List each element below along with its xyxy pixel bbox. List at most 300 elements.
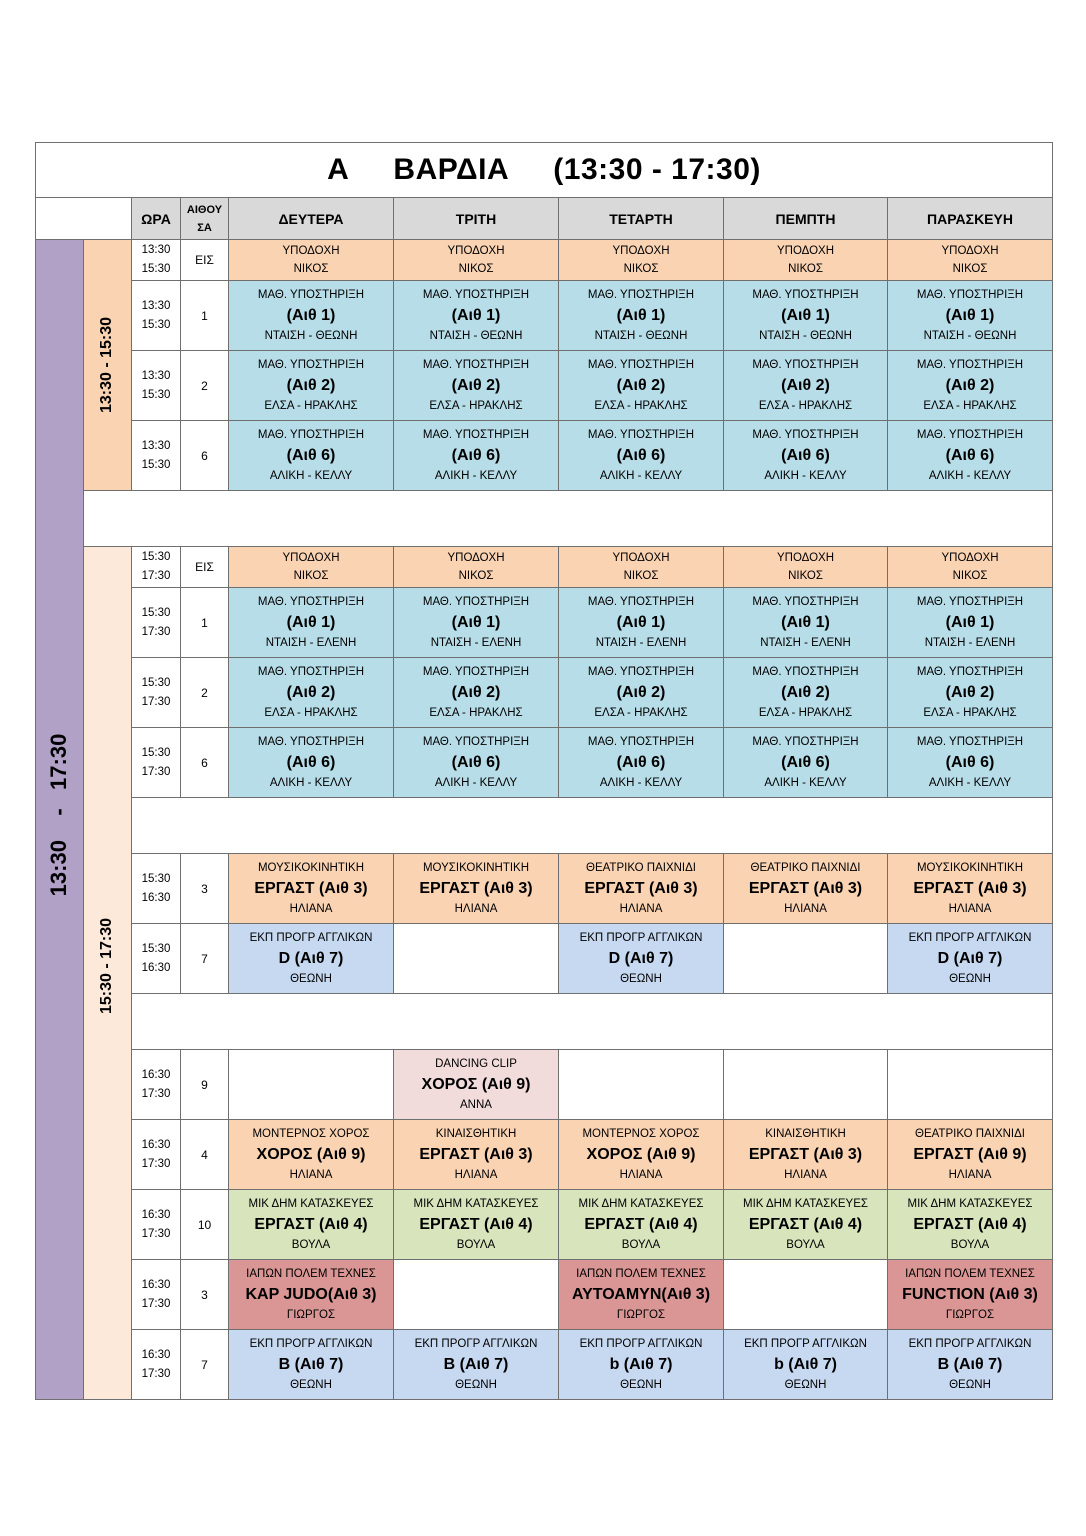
activity-teacher: ΝΤΑΙΣΗ - ΕΛΕΝΗ (924, 637, 1016, 649)
activity-name: ΜΑΘ. ΥΠΟΣΤΗΡΙΞΗ (752, 429, 859, 441)
activity-room: b (Αιθ 7) (774, 1356, 837, 1373)
activity-room: ΕΡΓΑΣΤ (Αιθ 3) (419, 1146, 533, 1163)
activity-cell (393, 239, 559, 281)
activity-room: (Αιθ 6) (286, 447, 336, 464)
activity-name: ΜΑΘ. ΥΠΟΣΤΗΡΙΞΗ (752, 359, 859, 371)
activity-name: ΜΑΘ. ΥΠΟΣΤΗΡΙΞΗ (752, 596, 859, 608)
activity-name: ΜΑΘ. ΥΠΟΣΤΗΡΙΞΗ (257, 736, 365, 748)
activity-cell (887, 923, 1053, 994)
activity-teacher: ΕΛΣΑ - ΗΡΑΚΛΗΣ (594, 707, 688, 719)
activity-room: B (Αιθ 7) (937, 1356, 1003, 1373)
activity-cell (887, 420, 1053, 491)
activity-room: (Αιθ 2) (945, 684, 995, 701)
activity-teacher: ΝΤΑΙΣΗ - ΘΕΩΝΗ (264, 330, 358, 342)
activity-teacher: ΝΙΚΟΣ (458, 570, 494, 582)
activity-room: (Αιθ 1) (451, 307, 501, 324)
activity-name: ΜΑΘ. ΥΠΟΣΤΗΡΙΞΗ (752, 289, 859, 301)
header-day-label: ΤΡΙΤΗ (455, 210, 497, 227)
time-cell (131, 546, 181, 588)
activity-room: (Αιθ 1) (616, 307, 666, 324)
activity-cell (723, 1119, 888, 1190)
activity-cell (558, 1329, 724, 1400)
activity-cell (558, 727, 724, 798)
activity-teacher: ΑΛΙΚΗ - ΚΕΛΛΥ (599, 777, 683, 789)
activity-name: ΕΚΠ ΠΡΟΓΡ ΑΓΓΛΙΚΩΝ (579, 932, 703, 944)
activity-teacher: ΑΛΙΚΗ - ΚΕΛΛΥ (764, 470, 847, 482)
activity-cell (558, 1189, 724, 1260)
activity-cell (558, 280, 724, 351)
time-end: 17:30 (141, 625, 171, 638)
time-end: 15:30 (141, 263, 171, 275)
time-start: 16:30 (141, 1208, 171, 1221)
activity-room: ΧΟΡΟΣ (Αιθ 9) (586, 1146, 696, 1163)
activity-cell (723, 546, 888, 588)
activity-teacher: ΗΛΙΑΝΑ (619, 1169, 663, 1181)
section-gap (131, 797, 1053, 854)
activity-teacher: ΝΙΚΟΣ (788, 263, 823, 275)
activity-name: ΜΑΘ. ΥΠΟΣΤΗΡΙΞΗ (916, 736, 1024, 748)
room-number: 7 (201, 1357, 208, 1372)
activity-teacher: ΓΙΩΡΓΟΣ (616, 1309, 666, 1321)
activity-room: ΕΡΓΑΣΤ (Αιθ 3) (584, 880, 698, 897)
header-day-label: ΠΑΡΑΣΚΕΥΗ (927, 210, 1013, 227)
activity-cell (393, 546, 559, 588)
activity-teacher: ΕΛΣΑ - ΗΡΑΚΛΗΣ (923, 400, 1017, 412)
activity-cell (228, 1119, 394, 1190)
room-cell (180, 1189, 229, 1260)
activity-name: ΙΑΠΩΝ ΠΟΛΕΜ ΤΕΧΝΕΣ (905, 1268, 1035, 1280)
activity-room: B (Αιθ 7) (278, 1356, 344, 1373)
time-start: 15:30 (141, 676, 171, 689)
activity-teacher: ΗΛΙΑΝΑ (289, 1169, 333, 1181)
room-cell (180, 923, 229, 994)
activity-cell (558, 1259, 724, 1330)
activity-room: D (Αιθ 7) (937, 950, 1003, 967)
activity-cell (393, 1119, 559, 1190)
empty-cell (393, 923, 559, 994)
time-cell (131, 1329, 181, 1400)
activity-cell (228, 350, 394, 421)
activity-cell (723, 350, 888, 421)
time-end: 16:30 (141, 961, 171, 974)
activity-teacher: ΒΟΥΛΑ (950, 1239, 990, 1251)
activity-room: ΧΟΡΟΣ (Αιθ 9) (421, 1076, 531, 1093)
activity-cell (228, 657, 394, 728)
activity-room: (Αιθ 6) (781, 754, 830, 771)
activity-cell (228, 1259, 394, 1330)
activity-cell (723, 853, 888, 924)
room-number: 10 (197, 1217, 212, 1232)
room-cell (180, 239, 229, 281)
activity-cell (887, 1329, 1053, 1400)
activity-cell (558, 239, 724, 281)
activity-cell (887, 1189, 1053, 1260)
activity-name: ΜΑΘ. ΥΠΟΣΤΗΡΙΞΗ (587, 666, 695, 678)
header-time (131, 197, 181, 240)
activity-teacher: ΑΛΙΚΗ - ΚΕΛΛΥ (764, 777, 847, 789)
activity-cell (558, 350, 724, 421)
empty-cell (228, 1049, 394, 1120)
activity-cell (723, 280, 888, 351)
activity-teacher: ΝΙΚΟΣ (293, 570, 329, 582)
header-day (393, 197, 559, 240)
activity-teacher: ΝΤΑΙΣΗ - ΕΛΕΝΗ (430, 637, 522, 649)
activity-teacher: ΕΛΣΑ - ΗΡΑΚΛΗΣ (429, 400, 523, 412)
activity-room: (Αιθ 2) (451, 684, 501, 701)
activity-name: ΜΑΘ. ΥΠΟΣΤΗΡΙΞΗ (587, 289, 695, 301)
activity-name: ΜΑΘ. ΥΠΟΣΤΗΡΙΞΗ (257, 429, 365, 441)
activity-teacher: ΒΟΥΛΑ (291, 1239, 331, 1251)
activity-room: ΕΡΓΑΣΤ (Αιθ 3) (419, 880, 533, 897)
empty-cell (558, 1049, 724, 1120)
activity-name: ΕΚΠ ΠΡΟΓΡ ΑΓΓΛΙΚΩΝ (414, 1338, 538, 1350)
activity-name: ΜΟΝΤΕΡΝΟΣ ΧΟΡΟΣ (252, 1128, 370, 1140)
activity-room: (Αιθ 1) (616, 614, 666, 631)
time-cell (131, 587, 181, 658)
empty-cell (887, 1049, 1053, 1120)
room-cell (180, 727, 229, 798)
time-cell (131, 657, 181, 728)
activity-name: ΜΙΚ ΔΗΜ ΚΑΤΑΣΚΕΥΕΣ (743, 1198, 868, 1210)
time-start: 13:30 (141, 244, 171, 256)
activity-name: ΜΑΘ. ΥΠΟΣΤΗΡΙΞΗ (257, 359, 365, 371)
time-start: 15:30 (141, 606, 171, 619)
activity-cell (887, 1119, 1053, 1190)
activity-room: D (Αιθ 7) (608, 950, 674, 967)
room-cell (180, 280, 229, 351)
activity-teacher: ΑΛΙΚΗ - ΚΕΛΛΥ (434, 777, 518, 789)
activity-name: ΚΙΝΑΙΣΘΗΤΙΚΗ (435, 1128, 517, 1140)
activity-teacher: ΝΙΚΟΣ (623, 570, 659, 582)
activity-teacher: ΗΛΙΑΝΑ (948, 1169, 992, 1181)
time-end: 17:30 (141, 695, 171, 708)
activity-teacher: ΘΕΩΝΗ (455, 1379, 497, 1391)
activity-room: (Αιθ 2) (451, 377, 501, 394)
activity-room: (Αιθ 6) (286, 754, 336, 771)
activity-cell (723, 657, 888, 728)
activity-teacher: ΝΙΚΟΣ (623, 263, 659, 275)
schedule-title-text: Α ΒΑΡΔΙΑ (13:30 - 17:30) (327, 153, 761, 186)
activity-cell (228, 587, 394, 658)
activity-name: ΜΙΚ ΔΗΜ ΚΑΤΑΣΚΕΥΕΣ (578, 1198, 704, 1210)
activity-cell (887, 1259, 1053, 1330)
activity-room: ΕΡΓΑΣΤ (Αιθ 4) (584, 1216, 698, 1233)
activity-room: ΕΡΓΑΣΤ (Αιθ 3) (748, 880, 863, 897)
activity-teacher: ΗΛΙΑΝΑ (948, 903, 992, 915)
activity-cell (887, 239, 1053, 281)
activity-teacher: ΘΕΩΝΗ (620, 1379, 662, 1391)
header-blank-cell (35, 197, 132, 240)
activity-name: ΕΚΠ ΠΡΟΓΡ ΑΓΓΛΙΚΩΝ (249, 932, 373, 944)
activity-cell (723, 1329, 888, 1400)
activity-teacher: ΝΤΑΙΣΗ - ΘΕΩΝΗ (923, 330, 1017, 342)
time-cell (131, 1049, 181, 1120)
activity-teacher: ΑΛΙΚΗ - ΚΕΛΛΥ (599, 470, 683, 482)
activity-teacher: ΘΕΩΝΗ (784, 1379, 827, 1391)
activity-name: ΘΕΑΤΡΙΚΟ ΠΑΙΧΝΙΔΙ (586, 862, 696, 874)
time-end: 17:30 (141, 1297, 171, 1310)
activity-room: D (Αιθ 7) (278, 950, 344, 967)
room-cell (180, 1329, 229, 1400)
activity-teacher: ΒΟΥΛΑ (456, 1239, 496, 1251)
activity-teacher: ΗΛΙΑΝΑ (289, 903, 333, 915)
activity-name: ΥΠΟΔΟΧΗ (776, 245, 835, 257)
activity-room: (Αιθ 2) (286, 377, 336, 394)
room-cell (180, 1119, 229, 1190)
activity-name: ΜΑΘ. ΥΠΟΣΤΗΡΙΞΗ (587, 429, 695, 441)
activity-teacher: ΕΛΣΑ - ΗΡΑΚΛΗΣ (594, 400, 688, 412)
activity-name: ΜΑΘ. ΥΠΟΣΤΗΡΙΞΗ (587, 359, 695, 371)
room-number: ΕΙΣ (195, 560, 214, 574)
room-cell (180, 1049, 229, 1120)
activity-cell (393, 420, 559, 491)
activity-teacher: ΓΙΩΡΓΟΣ (945, 1309, 995, 1321)
activity-cell (393, 727, 559, 798)
time-cell (131, 280, 181, 351)
activity-room: ΕΡΓΑΣΤ (Αιθ 4) (748, 1216, 863, 1233)
activity-name: ΜΑΘ. ΥΠΟΣΤΗΡΙΞΗ (916, 359, 1024, 371)
section-gap (83, 490, 1053, 547)
activity-room: (Αιθ 6) (945, 754, 995, 771)
activity-room: (Αιθ 1) (286, 614, 336, 631)
activity-cell (723, 239, 888, 281)
header-time-label: ΩΡΑ (141, 210, 171, 227)
activity-cell (393, 350, 559, 421)
block1-period-label: 13:30 - 15:30 (98, 316, 115, 413)
header-day (723, 197, 888, 240)
activity-teacher: ΒΟΥΛΑ (786, 1239, 825, 1251)
activity-name: ΜΑΘ. ΥΠΟΣΤΗΡΙΞΗ (422, 289, 530, 301)
activity-teacher: ΗΛΙΑΝΑ (784, 1169, 827, 1181)
time-end: 17:30 (141, 1157, 171, 1170)
activity-name: ΘΕΑΤΡΙΚΟ ΠΑΙΧΝΙΔΙ (915, 1128, 1025, 1140)
activity-cell (558, 546, 724, 588)
activity-teacher: ΑΛΙΚΗ - ΚΕΛΛΥ (434, 470, 518, 482)
activity-room: ΕΡΓΑΣΤ (Αιθ 3) (748, 1146, 863, 1163)
activity-name: ΕΚΠ ΠΡΟΓΡ ΑΓΓΛΙΚΩΝ (579, 1338, 703, 1350)
activity-name: ΥΠΟΔΟΧΗ (941, 552, 999, 564)
activity-room: ΕΡΓΑΣΤ (Αιθ 4) (254, 1216, 368, 1233)
room-cell (180, 546, 229, 588)
time-end: 15:30 (141, 458, 171, 471)
header-room-label-1: ΑΙΘΟΥ (186, 203, 223, 216)
activity-room: (Αιθ 1) (781, 307, 830, 324)
activity-room: (Αιθ 2) (781, 377, 830, 394)
room-cell (180, 587, 229, 658)
room-number: 3 (201, 1287, 208, 1302)
time-cell (131, 350, 181, 421)
schedule-title (35, 142, 1053, 198)
empty-cell (393, 1259, 559, 1330)
room-cell (180, 853, 229, 924)
empty-cell (723, 923, 888, 994)
time-end: 16:30 (141, 891, 171, 904)
activity-name: ΥΠΟΔΟΧΗ (941, 245, 999, 257)
time-start: 15:30 (141, 551, 171, 563)
activity-teacher: ΕΛΣΑ - ΗΡΑΚΛΗΣ (429, 707, 523, 719)
room-number: 1 (201, 615, 208, 630)
activity-cell (393, 853, 559, 924)
room-cell (180, 420, 229, 491)
activity-cell (558, 1119, 724, 1190)
room-number: 9 (201, 1077, 208, 1092)
time-cell (131, 727, 181, 798)
activity-cell (887, 853, 1053, 924)
activity-name: ΜΑΘ. ΥΠΟΣΤΗΡΙΞΗ (916, 596, 1024, 608)
activity-teacher: ΝΤΑΙΣΗ - ΕΛΕΝΗ (595, 637, 687, 649)
empty-cell (723, 1049, 888, 1120)
time-end: 17:30 (141, 765, 171, 778)
activity-cell (393, 657, 559, 728)
time-end: 17:30 (141, 570, 171, 582)
activity-room: ΕΡΓΑΣΤ (Αιθ 4) (419, 1216, 533, 1233)
room-number: 2 (201, 685, 208, 700)
activity-name: ΥΠΟΔΟΧΗ (612, 552, 670, 564)
time-end: 15:30 (141, 318, 171, 331)
activity-cell (228, 727, 394, 798)
empty-cell (723, 1259, 888, 1330)
activity-room: (Αιθ 6) (451, 447, 501, 464)
activity-teacher: ΝΙΚΟΣ (952, 570, 988, 582)
activity-name: ΥΠΟΔΟΧΗ (776, 552, 835, 564)
time-cell (131, 239, 181, 281)
time-cell (131, 1189, 181, 1260)
activity-name: ΘΕΑΤΡΙΚΟ ΠΑΙΧΝΙΔΙ (750, 862, 861, 874)
time-cell (131, 1119, 181, 1190)
activity-room: (Αιθ 6) (616, 754, 666, 771)
activity-cell (228, 853, 394, 924)
time-start: 15:30 (141, 746, 171, 759)
activity-room: (Αιθ 6) (945, 447, 995, 464)
activity-name: ΜΑΘ. ΥΠΟΣΤΗΡΙΞΗ (587, 596, 695, 608)
activity-teacher: ΗΛΙΑΝΑ (454, 1169, 498, 1181)
header-day-label: ΤΕΤΑΡΤΗ (609, 210, 673, 227)
room-number: 1 (201, 308, 208, 323)
activity-room: (Αιθ 2) (616, 684, 666, 701)
activity-cell (228, 546, 394, 588)
activity-room: (Αιθ 2) (945, 377, 995, 394)
time-start: 15:30 (141, 872, 171, 885)
activity-teacher: ΕΛΣΑ - ΗΡΑΚΛΗΣ (758, 707, 853, 719)
outer-period-label: 13:30 - 17:30 (46, 733, 71, 897)
header-day-label: ΠΕΜΠΤΗ (775, 210, 836, 227)
room-number: ΕΙΣ (195, 253, 214, 267)
time-start: 13:30 (141, 439, 171, 452)
activity-cell (228, 1189, 394, 1260)
activity-name: ΜΟΝΤΕΡΝΟΣ ΧΟΡΟΣ (582, 1128, 700, 1140)
activity-teacher: ΘΕΩΝΗ (620, 973, 662, 985)
activity-teacher: ΑΛΙΚΗ - ΚΕΛΛΥ (928, 470, 1012, 482)
room-cell (180, 657, 229, 728)
room-number: 6 (201, 755, 208, 770)
activity-name: ΜΑΘ. ΥΠΟΣΤΗΡΙΞΗ (257, 289, 365, 301)
activity-cell (887, 657, 1053, 728)
time-cell (131, 923, 181, 994)
activity-cell (393, 1329, 559, 1400)
activity-teacher: ΓΙΩΡΓΟΣ (286, 1309, 336, 1321)
activity-room: (Αιθ 2) (616, 377, 666, 394)
activity-teacher: ΝΤΑΙΣΗ - ΘΕΩΝΗ (429, 330, 523, 342)
header-day (558, 197, 724, 240)
activity-cell (393, 280, 559, 351)
activity-teacher: ΝΙΚΟΣ (293, 263, 329, 275)
activity-name: ΜΙΚ ΔΗΜ ΚΑΤΑΣΚΕΥΕΣ (248, 1198, 374, 1210)
header-day-label: ΔΕΥΤΕΡΑ (278, 210, 344, 227)
activity-name: ΜΑΘ. ΥΠΟΣΤΗΡΙΞΗ (422, 596, 530, 608)
room-number: 2 (201, 378, 208, 393)
activity-name: DANCING CLIP (435, 1058, 517, 1070)
activity-teacher: ΕΛΣΑ - ΗΡΑΚΛΗΣ (923, 707, 1017, 719)
activity-room: B (Αιθ 7) (443, 1356, 509, 1373)
activity-room: (Αιθ 6) (451, 754, 501, 771)
room-cell (180, 350, 229, 421)
activity-name: ΜΑΘ. ΥΠΟΣΤΗΡΙΞΗ (257, 666, 365, 678)
activity-room: (Αιθ 1) (945, 614, 995, 631)
activity-cell (393, 587, 559, 658)
activity-room: (Αιθ 1) (781, 614, 830, 631)
activity-name: ΜΑΘ. ΥΠΟΣΤΗΡΙΞΗ (422, 429, 530, 441)
activity-room: FUNCTION (Αιθ 3) (902, 1286, 1038, 1303)
activity-name: ΜΑΘ. ΥΠΟΣΤΗΡΙΞΗ (916, 666, 1024, 678)
activity-room: (Αιθ 2) (286, 684, 336, 701)
activity-cell (228, 1329, 394, 1400)
activity-teacher: ΗΛΙΑΝΑ (454, 903, 498, 915)
activity-teacher: ΝΤΑΙΣΗ - ΘΕΩΝΗ (759, 330, 852, 342)
activity-teacher: ΗΛΙΑΝΑ (784, 903, 827, 915)
activity-name: ΕΚΠ ΠΡΟΓΡ ΑΓΓΛΙΚΩΝ (249, 1338, 373, 1350)
activity-teacher: ΕΛΣΑ - ΗΡΑΚΛΗΣ (758, 400, 853, 412)
activity-teacher: ΒΟΥΛΑ (621, 1239, 661, 1251)
activity-teacher: ΘΕΩΝΗ (949, 973, 991, 985)
time-start: 13:30 (141, 299, 171, 312)
activity-teacher: ΕΛΣΑ - ΗΡΑΚΛΗΣ (264, 400, 358, 412)
activity-cell (558, 853, 724, 924)
activity-name: ΕΚΠ ΠΡΟΓΡ ΑΓΓΛΙΚΩΝ (908, 1338, 1032, 1350)
room-number: 6 (201, 448, 208, 463)
activity-cell (887, 350, 1053, 421)
header-room-label-2: ΣΑ (197, 221, 212, 234)
activity-teacher: ΘΕΩΝΗ (290, 1379, 332, 1391)
time-start: 16:30 (141, 1138, 171, 1151)
activity-name: ΕΚΠ ΠΡΟΓΡ ΑΓΓΛΙΚΩΝ (908, 932, 1032, 944)
room-cell (180, 1259, 229, 1330)
activity-room: b (Αιθ 7) (609, 1356, 673, 1373)
activity-cell (393, 1189, 559, 1260)
activity-teacher: ΑΛΙΚΗ - ΚΕΛΛΥ (269, 777, 353, 789)
room-number: 7 (201, 951, 208, 966)
time-cell (131, 1259, 181, 1330)
activity-cell (558, 420, 724, 491)
activity-teacher: ΝΙΚΟΣ (952, 263, 988, 275)
activity-cell (723, 727, 888, 798)
section-gap (131, 993, 1053, 1050)
activity-cell (887, 727, 1053, 798)
activity-room: (Αιθ 6) (781, 447, 830, 464)
activity-teacher: ΑΛΙΚΗ - ΚΕΛΛΥ (928, 777, 1012, 789)
activity-room: ΕΡΓΑΣΤ (Αιθ 4) (913, 1216, 1027, 1233)
time-cell (131, 853, 181, 924)
time-start: 16:30 (141, 1068, 171, 1081)
activity-name: ΜΟΥΣΙΚΟΚΙΝΗΤΙΚΗ (257, 862, 365, 874)
header-room (180, 197, 229, 240)
activity-cell (723, 1189, 888, 1260)
time-end: 15:30 (141, 388, 171, 401)
activity-teacher: ΑΝΝΑ (460, 1099, 492, 1111)
activity-room: ΕΡΓΑΣΤ (Αιθ 3) (254, 880, 368, 897)
activity-name: ΥΠΟΔΟΧΗ (282, 245, 340, 257)
time-end: 17:30 (141, 1227, 171, 1240)
activity-teacher: ΝΤΑΙΣΗ - ΘΕΩΝΗ (594, 330, 688, 342)
